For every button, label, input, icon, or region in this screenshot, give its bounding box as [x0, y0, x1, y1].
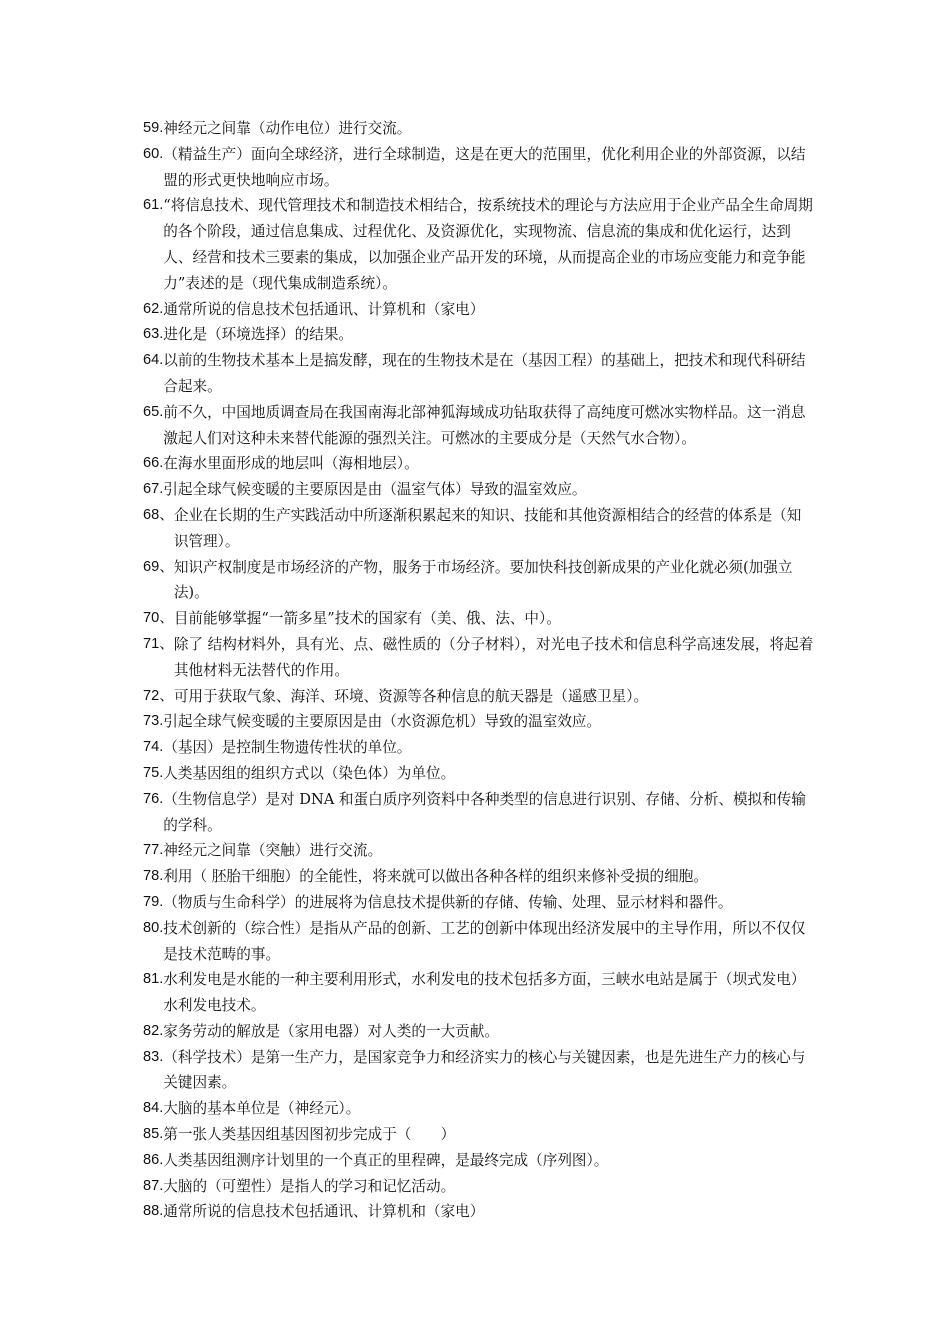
item-number: 61.	[143, 197, 164, 214]
item-text: 以前的生物技术基本上是搞发酵，现在的生物技术是在（基因工程）的基础上，把技术和现代科研结合起来。	[163, 352, 806, 395]
item-number: 69、	[143, 558, 174, 575]
item-text: 通常所说的信息技术包括通讯、计算机和（家电）	[163, 1203, 485, 1221]
list-item	[143, 606, 815, 632]
item-number: 73.	[143, 713, 164, 730]
item-number: 60.	[143, 145, 164, 162]
item-text: （生物信息学）是对 DNA 和蛋白质序列资料中各种类型的信息进行识别、存储、分析、模拟和传输的学科。	[163, 790, 806, 834]
item-number: 65.	[143, 403, 164, 420]
item-text: 引起全球气候变暖的主要原因是由（温室气体）导致的温室效应。	[163, 481, 587, 499]
item-text: 大脑的基本单位是（神经元）。	[163, 1100, 361, 1118]
item-text: 前不久，中国地质调查局在我国南海北部神狐海域成功钻取获得了高纯度可燃冰实物样品。这一消息激起人们对这种未来替代能源的强烈关注。可燃冰的主要成分是（天然气水合物）。	[163, 403, 806, 447]
item-number: 71、	[143, 635, 174, 652]
item-number: 67.	[143, 481, 164, 498]
item-text: 家务劳动的解放是（家用电器）对人类的一大贡献。	[163, 1022, 499, 1040]
item-number: 85.	[143, 1126, 164, 1143]
item-number: 84.	[143, 1100, 164, 1117]
item-text: 除了 结构材料外，具有光、点、磁性质的（分子材料），对光电子技术和信息科学高速发展，将起着其他材料无法替代的作用。	[173, 635, 814, 679]
list-item	[143, 1174, 815, 1200]
list-item	[143, 787, 815, 839]
item-text: 引起全球气候变暖的主要原因是由（水资源危机）导致的温室效应。	[163, 713, 602, 731]
item-number: 80.	[143, 919, 164, 936]
item-text: 神经元之间靠（动作电位）进行交流。	[163, 120, 412, 137]
list-item	[143, 142, 815, 194]
item-number: 68、	[143, 506, 174, 523]
item-text: 水利发电是水能的一种主要利用形式，水利发电的技术包括多方面，三峡水电站是属于（坝式发电）水利发电技术。	[163, 971, 806, 1015]
list-item	[143, 1019, 815, 1045]
list-item	[143, 684, 815, 710]
list-item	[143, 916, 815, 968]
item-number: 74.	[143, 739, 164, 756]
item-number: 75.	[143, 764, 164, 781]
item-number: 77.	[143, 842, 164, 859]
list-item	[143, 400, 815, 452]
list-item	[143, 761, 815, 787]
list-item	[143, 1148, 815, 1174]
list-item	[143, 838, 815, 864]
item-number: 72、	[143, 687, 174, 704]
item-text: “将信息技术、现代管理技术和制造技术相结合，按系统技术的理论与方法应用于企业产品全生命周期的各个阶段，通过信息集成、过程优化、及资源优化，实现物流、信息流的集成和优化运行，达到人、经营和技术三要素的集成，以加强企业产品开发的环境，从而提高企业的市场应变能力和竞争能力”表述的是（现代集成制造系统）。	[163, 197, 813, 292]
list-item	[143, 864, 815, 890]
item-number: 64.	[143, 352, 164, 369]
list-item	[143, 1045, 815, 1097]
list-item	[143, 709, 815, 735]
list-item	[143, 451, 815, 477]
list-item	[143, 116, 815, 142]
item-number: 86.	[143, 1151, 164, 1168]
item-number: 66.	[143, 455, 164, 472]
item-text: 通常所说的信息技术包括通讯、计算机和（家电）	[163, 300, 485, 318]
item-text: 人类基因组测序计划里的一个真正的里程碑，是最终完成（序列图）。	[163, 1151, 609, 1169]
list-item	[143, 322, 815, 348]
item-number: 81.	[143, 971, 164, 988]
list-item	[143, 735, 815, 761]
question-list	[143, 116, 815, 1225]
item-number: 88.	[143, 1203, 164, 1220]
item-number: 82.	[143, 1022, 164, 1039]
item-text: 神经元之间靠（突触）进行交流。	[163, 842, 383, 860]
item-number: 63.	[143, 326, 164, 343]
item-number: 87.	[143, 1177, 164, 1194]
list-item	[143, 1122, 815, 1148]
item-number: 76.	[143, 790, 164, 807]
item-number: 62.	[143, 300, 164, 317]
item-text: （物质与生命科学）的进展将为信息技术提供新的存储、传输、处理、显示材料和器件。	[163, 893, 733, 911]
item-number: 78.	[143, 868, 164, 885]
item-text: 知识产权制度是市场经济的产物，服务于市场经济。要加快科技创新成果的产业化就必须(加强立法)。	[173, 558, 793, 602]
list-item	[143, 967, 815, 1019]
item-text: 第一张人类基因组基因图初步完成于（ ）	[163, 1126, 456, 1144]
list-item	[143, 477, 815, 503]
item-text: 可用于获取气象、海洋、环境、资源等各种信息的航天器是（遥感卫星）。	[173, 687, 649, 705]
item-text: 进化是（环境选择）的结果。	[163, 326, 354, 344]
list-item	[143, 503, 815, 555]
list-item	[143, 1096, 815, 1122]
item-text: （科学技术）是第一生产力，是国家竞争力和经济实力的核心与关键因素，也是先进生产力的核心与关键因素。	[163, 1048, 806, 1092]
item-text: 目前能够掌握“一箭多星”技术的国家有（美、俄、法、中）。	[173, 610, 561, 628]
list-item	[143, 632, 815, 684]
item-text: 企业在长期的生产实践活动中所逐渐积累起来的知识、技能和其他资源相结合的经营的体系是（知识管理）。	[173, 506, 802, 550]
item-text: 人类基因组的组织方式以（染色体）为单位。	[163, 764, 456, 782]
list-item	[143, 890, 815, 916]
item-number: 59.	[143, 120, 164, 136]
list-item	[143, 348, 815, 400]
item-text: 利用（ 胚胎干细胞）的全能性，将来就可以做出各种各样的组织来修补受损的细胞。	[163, 868, 708, 886]
item-number: 79.	[143, 893, 164, 910]
list-item	[143, 555, 815, 607]
item-text: 大脑的（可塑性）是指人的学习和记忆活动。	[163, 1177, 456, 1195]
item-number: 83.	[143, 1048, 164, 1065]
list-item	[143, 1199, 815, 1225]
list-item	[143, 297, 815, 323]
item-text: （精益生产）面向全球经济，进行全球制造，这是在更大的范围里，优化利用企业的外部资源，以结盟的形式更快地响应市场。	[163, 145, 806, 189]
item-text: （基因）是控制生物遗传性状的单位。	[163, 739, 412, 757]
list-item	[143, 193, 815, 296]
item-text: 在海水里面形成的地层叫（海相地层）。	[163, 455, 419, 473]
item-text: 技术创新的（综合性）是指从产品的创新、工艺的创新中体现出经济发展中的主导作用，所以不仅仅是技术范畴的事。	[163, 919, 806, 963]
item-number: 70、	[143, 610, 174, 627]
